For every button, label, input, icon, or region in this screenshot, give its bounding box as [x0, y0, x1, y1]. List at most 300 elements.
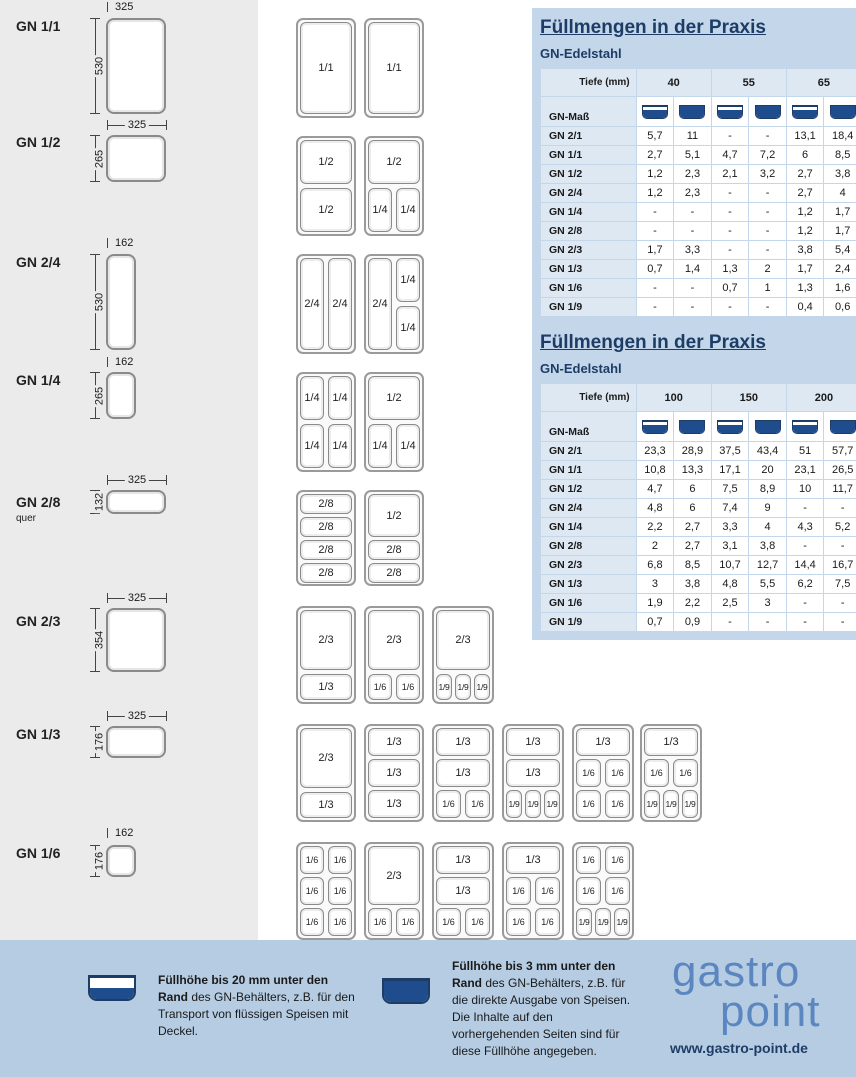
fill-volume-cell: -	[674, 298, 712, 317]
fill-volume-cell: -	[749, 241, 787, 260]
fill-volume-cell: 23,3	[636, 442, 674, 461]
gn-insert: 1/4	[300, 376, 324, 420]
table-row	[541, 222, 856, 241]
fill-volume-cell: 2,7	[786, 165, 824, 184]
gn-label: GN 1/2	[16, 134, 61, 150]
gn-combination	[572, 724, 634, 822]
gn-insert: 1/3	[368, 759, 420, 787]
gn-combination	[502, 842, 564, 940]
gn-pan-outline	[106, 372, 136, 419]
fill-volume-cell: 23,1	[786, 461, 824, 480]
fill-volume-cell: -	[674, 279, 712, 298]
gn-pan-outline	[106, 490, 166, 514]
gn-insert: 2/8	[300, 563, 352, 583]
gn-pan-outline	[106, 254, 136, 350]
gn-size-header: GN-Maß	[541, 412, 637, 442]
gn-insert: 1/3	[368, 728, 420, 756]
gn-combination	[364, 490, 424, 586]
table-subtitle: GN-Edelstahl	[540, 46, 622, 61]
fill-volume-cell: 4,8	[636, 499, 674, 518]
fill-volume-cell: 1,3	[711, 260, 749, 279]
fill-volume-cell: 11	[674, 127, 712, 146]
fill-volume-cell: 2,7	[636, 146, 674, 165]
fill-volume-cell: -	[786, 537, 824, 556]
table-title: Füllmengen in der Praxis	[540, 332, 766, 353]
gn-insert: 2/3	[300, 610, 352, 670]
gn-insert: 1/6	[396, 674, 420, 700]
full-container-icon	[755, 105, 781, 119]
gn-size-cell: GN 1/3	[541, 260, 637, 279]
gn-size-cell: GN 2/1	[541, 442, 637, 461]
fill-volume-cell: 3,3	[674, 241, 712, 260]
table-row	[541, 279, 856, 298]
fill-volume-cell: 57,7	[824, 442, 856, 461]
gn-insert: 1/6	[673, 759, 698, 787]
gn-size-cell: GN 2/4	[541, 499, 637, 518]
fill-volume-cell: 6	[674, 480, 712, 499]
dimension-width: 325	[107, 475, 167, 485]
gn-insert: 1/3	[644, 728, 698, 756]
gn-size-cell: GN 2/1	[541, 127, 637, 146]
gn-insert: 1/3	[506, 728, 560, 756]
table-row	[541, 241, 856, 260]
gn-combination	[432, 842, 494, 940]
fill-volume-cell: 2,3	[674, 165, 712, 184]
gn-size-cell: GN 1/9	[541, 613, 637, 632]
table-row	[541, 480, 856, 499]
fill-volume-cell: 2	[749, 260, 787, 279]
fill-volume-cell: 2,1	[711, 165, 749, 184]
gn-combination	[364, 606, 424, 704]
fill-volume-cell: 7,5	[824, 575, 856, 594]
gn-insert: 1/4	[396, 306, 420, 350]
gn-insert: 1/6	[535, 908, 560, 936]
gn-insert: 1/9	[663, 790, 679, 818]
fill-volume-cell: 0,4	[786, 298, 824, 317]
gn-insert: 2/3	[368, 846, 420, 905]
gn-insert: 1/6	[300, 846, 324, 874]
gn-insert: 1/1	[368, 22, 420, 114]
gn-insert: 1/6	[576, 846, 601, 874]
gn-insert: 1/9	[576, 908, 592, 936]
table-row	[541, 165, 856, 184]
gn-combination	[364, 18, 424, 118]
fill-volume-cell: -	[674, 203, 712, 222]
fill-volume-cell: 10	[786, 480, 824, 499]
gn-combination	[502, 724, 564, 822]
gn-insert: 2/3	[368, 610, 420, 670]
fill-volume-cell: 0,7	[711, 279, 749, 298]
fill-volume-cell: 16,7	[824, 556, 856, 575]
fill-volume-cell: 4,8	[711, 575, 749, 594]
fill-volume-cell: 1,2	[786, 222, 824, 241]
fill-volume-cell: -	[786, 594, 824, 613]
fill-volume-cell: 8,9	[749, 480, 787, 499]
gn-insert: 1/3	[436, 846, 490, 874]
table-row	[541, 442, 856, 461]
gn-insert: 1/9	[544, 790, 560, 818]
gn-insert: 1/6	[368, 674, 392, 700]
fill-table-panel	[532, 8, 856, 326]
gn-size-cell: GN 1/1	[541, 146, 637, 165]
fill-volume-cell: 4	[749, 518, 787, 537]
fill-volume-cell: 14,4	[786, 556, 824, 575]
gn-insert: 1/9	[682, 790, 698, 818]
fill-volume-cell: -	[824, 537, 856, 556]
fill-volume-cell: -	[824, 594, 856, 613]
gn-label: GN 1/4	[16, 372, 61, 388]
full-container-icon	[830, 420, 856, 434]
table-row	[541, 260, 856, 279]
fill-volume-cell: 1,6	[824, 279, 856, 298]
fill-volume-cell: -	[824, 613, 856, 632]
fill-volume-cell: 6	[674, 499, 712, 518]
dimension-height: 176	[90, 845, 100, 877]
dimension-width: 162	[107, 238, 137, 248]
fill-volume-cell: 12,7	[749, 556, 787, 575]
half-filled-container-icon	[642, 420, 668, 434]
fill-volume-cell: -	[711, 184, 749, 203]
fill-volume-cell: -	[636, 279, 674, 298]
dimension-width: 325	[107, 120, 167, 130]
gn-insert: 1/6	[328, 908, 352, 936]
fill-volume-cell: 2,2	[674, 594, 712, 613]
gn-insert: 1/2	[300, 140, 352, 184]
gn-insert: 1/3	[436, 728, 490, 756]
fill-volume-cell: -	[749, 222, 787, 241]
website-link[interactable]: www.gastro-point.de	[670, 1040, 808, 1056]
fill-table-panel	[532, 325, 856, 640]
fill-note-20mm: Füllhöhe bis 20 mm unter den Rand des GN-Behälters, z.B. für den Transport von flüssigen Speisen mit Deckel.	[158, 973, 355, 1038]
fill-volume-cell: 6	[786, 146, 824, 165]
gn-insert: 1/9	[644, 790, 660, 818]
half-filled-container-icon	[717, 105, 743, 119]
full-container-icon	[679, 420, 705, 434]
fill-volume-cell: 37,5	[711, 442, 749, 461]
gn-insert: 1/6	[300, 908, 324, 936]
gn-size-cell: GN 2/4	[541, 184, 637, 203]
fill-volume-cell: 1,2	[636, 184, 674, 203]
fill-volume-cell: 20	[749, 461, 787, 480]
table-row	[541, 146, 856, 165]
gn-combination	[572, 842, 634, 940]
gn-insert: 2/3	[300, 728, 352, 788]
gn-combination	[364, 254, 424, 354]
table-row	[541, 184, 856, 203]
gn-insert: 2/8	[300, 494, 352, 514]
fill-volume-cell: 13,1	[786, 127, 824, 146]
fill-volume-cell: 6,2	[786, 575, 824, 594]
table-row	[541, 518, 856, 537]
fill-volume-cell: 5,7	[636, 127, 674, 146]
full-container-icon	[755, 420, 781, 434]
gn-size-cell: GN 1/4	[541, 518, 637, 537]
fill-volume-cell: 9	[749, 499, 787, 518]
gn-insert: 1/1	[300, 22, 352, 114]
gn-combination	[296, 724, 356, 822]
gn-combination	[432, 606, 494, 704]
fill-volume-cell: 5,5	[749, 575, 787, 594]
fill-volume-cell: 0,6	[824, 298, 856, 317]
gn-insert: 1/9	[595, 908, 611, 936]
gn-insert: 1/4	[300, 424, 324, 468]
fill-volume-cell: 0,7	[636, 260, 674, 279]
gn-size-header: GN-Maß	[541, 97, 637, 127]
fill-volume-cell: -	[749, 298, 787, 317]
fill-volume-cell: 10,8	[636, 461, 674, 480]
gn-pan-outline	[106, 135, 166, 182]
fill-volume-cell: -	[711, 241, 749, 260]
fill-volume-cell: 2,4	[824, 260, 856, 279]
depth-value: 55	[711, 69, 786, 97]
fill-volume-cell: 5,4	[824, 241, 856, 260]
gn-insert: 1/6	[605, 759, 630, 787]
gn-insert: 1/6	[328, 846, 352, 874]
fill-volume-cell: 4,7	[711, 146, 749, 165]
gn-insert: 1/3	[368, 790, 420, 818]
gn-combination	[364, 136, 424, 236]
fill-volume-cell: 7,2	[749, 146, 787, 165]
gn-insert: 1/4	[396, 258, 420, 302]
fill-volume-cell: 1,7	[824, 203, 856, 222]
dimension-width: 325	[107, 711, 167, 721]
fill-volume-cell: 4	[824, 184, 856, 203]
gn-pan-outline	[106, 726, 166, 758]
gn-insert: 2/8	[368, 563, 420, 583]
fill-volume-cell: 5,2	[824, 518, 856, 537]
gn-insert: 1/6	[300, 877, 324, 905]
fill-volume-cell: 7,5	[711, 480, 749, 499]
depth-value: 40	[636, 69, 711, 97]
half-filled-container-icon	[792, 420, 818, 434]
fill-volume-cell: 1,2	[636, 165, 674, 184]
gn-insert: 1/3	[436, 877, 490, 905]
dimension-height: 265	[90, 372, 100, 419]
fill-volume-cell: 18,4	[824, 127, 856, 146]
gn-insert: 1/4	[328, 376, 352, 420]
fill-volume-cell: 1,7	[636, 241, 674, 260]
gn-insert: 1/6	[396, 908, 420, 936]
depth-value: 65	[786, 69, 856, 97]
gn-insert: 1/9	[455, 674, 471, 700]
gn-insert: 2/8	[300, 517, 352, 537]
gn-insert: 1/9	[506, 790, 522, 818]
gn-insert: 1/2	[368, 494, 420, 537]
gn-combination	[640, 724, 702, 822]
fill-volume-cell: -	[749, 203, 787, 222]
fill-volume-cell: 1,7	[824, 222, 856, 241]
fill-volume-cell: -	[786, 499, 824, 518]
dimension-height: 176	[90, 726, 100, 758]
dimension-width: 162	[107, 828, 137, 838]
gn-insert: 1/2	[300, 188, 352, 232]
gn-size-cell: GN 1/6	[541, 594, 637, 613]
gn-size-cell: GN 2/8	[541, 537, 637, 556]
gn-insert: 2/8	[300, 540, 352, 560]
fill-volume-cell: 28,9	[674, 442, 712, 461]
fill-volume-cell: 3	[749, 594, 787, 613]
dimension-height: 354	[90, 608, 100, 672]
gn-size-cell: GN 2/8	[541, 222, 637, 241]
gn-insert: 2/4	[368, 258, 392, 350]
table-row	[541, 461, 856, 480]
gn-insert: 1/6	[436, 790, 461, 818]
fill-volume-cell: 26,5	[824, 461, 856, 480]
fill-volume-cell: -	[711, 613, 749, 632]
half-filled-container-icon	[792, 105, 818, 119]
gn-insert: 1/3	[436, 759, 490, 787]
gn-insert: 1/6	[605, 846, 630, 874]
gn-insert: 1/6	[535, 877, 560, 905]
gn-size-cell: GN 1/2	[541, 165, 637, 184]
fill-volume-cell: 2	[636, 537, 674, 556]
gn-pan-outline	[106, 845, 136, 877]
fill-volume-cell: 0,9	[674, 613, 712, 632]
gn-insert: 1/6	[576, 790, 601, 818]
fill-volume-cell: 43,4	[749, 442, 787, 461]
fill-volume-cell: -	[636, 222, 674, 241]
fill-volume-cell: -	[749, 613, 787, 632]
fill-volume-cell: -	[636, 298, 674, 317]
fill-volume-cell: 7,4	[711, 499, 749, 518]
gn-insert: 1/6	[506, 877, 531, 905]
fill-volume-cell: 2,7	[674, 518, 712, 537]
table-row	[541, 575, 856, 594]
depth-header: Tiefe (mm)	[541, 69, 637, 97]
gn-insert: 1/9	[525, 790, 541, 818]
gn-insert: 2/4	[300, 258, 324, 350]
gn-insert: 1/9	[436, 674, 452, 700]
fill-volume-cell: 1	[749, 279, 787, 298]
gn-label: GN 2/4	[16, 254, 61, 270]
gn-combination	[296, 490, 356, 586]
fill-volume-cell: 1,4	[674, 260, 712, 279]
table-row	[541, 203, 856, 222]
dimension-height: 530	[90, 18, 100, 114]
fill-volume-cell: -	[749, 127, 787, 146]
gn-label: GN 1/6	[16, 845, 61, 861]
gn-combination	[364, 724, 424, 822]
gn-label: GN 2/8	[16, 494, 61, 510]
depth-value: 100	[636, 384, 711, 412]
gn-insert: 1/6	[465, 908, 490, 936]
fill-volume-cell: 11,7	[824, 480, 856, 499]
gn-combination	[296, 136, 356, 236]
gn-insert: 1/3	[300, 674, 352, 700]
fill-volume-cell: -	[786, 613, 824, 632]
fill-volume-cell: 3,3	[711, 518, 749, 537]
gn-pan-outline	[106, 18, 166, 114]
fill-volume-cell: 2,7	[786, 184, 824, 203]
gn-insert: 1/4	[396, 424, 420, 468]
gn-insert: 1/3	[576, 728, 630, 756]
depth-value: 200	[786, 384, 856, 412]
fill-volume-cell: 3,8	[786, 241, 824, 260]
fill-volume-cell: 5,1	[674, 146, 712, 165]
gn-insert: 1/9	[474, 674, 490, 700]
gn-insert: 1/3	[506, 846, 560, 874]
table-title: Füllmengen in der Praxis	[540, 17, 766, 38]
dimension-height: 530	[90, 254, 100, 350]
gn-combination	[432, 724, 494, 822]
gn-insert: 2/3	[436, 610, 490, 670]
fill-volume-cell: -	[711, 203, 749, 222]
gn-combination	[296, 842, 356, 940]
logo-gastro: gastro	[672, 947, 801, 996]
table-row	[541, 127, 856, 146]
table-row	[541, 499, 856, 518]
gn-size-cell: GN 1/1	[541, 461, 637, 480]
gn-insert: 1/2	[368, 140, 420, 184]
fill-volume-cell: 4,7	[636, 480, 674, 499]
fill-volume-cell: -	[711, 298, 749, 317]
gn-pan-outline	[106, 608, 166, 672]
fill-volume-cell: 13,3	[674, 461, 712, 480]
full-container-icon	[679, 105, 705, 119]
dimension-width: 325	[107, 593, 167, 603]
gn-insert: 1/6	[644, 759, 669, 787]
gn-insert: 1/6	[506, 908, 531, 936]
gn-insert: 1/6	[465, 790, 490, 818]
fill-volume-cell: 3,8	[824, 165, 856, 184]
fill-volume-cell: 4,3	[786, 518, 824, 537]
fill-volume-cell: 6,8	[636, 556, 674, 575]
gn-size-cell: GN 1/2	[541, 480, 637, 499]
gn-insert: 1/6	[328, 877, 352, 905]
fill-volume-cell: 2,3	[674, 184, 712, 203]
gn-combination	[296, 254, 356, 354]
table-row	[541, 537, 856, 556]
fill-volume-cell: 2,5	[711, 594, 749, 613]
table-subtitle: GN-Edelstahl	[540, 361, 622, 376]
gn-combination	[296, 18, 356, 118]
gn-insert: 1/6	[368, 908, 392, 936]
table-row	[541, 594, 856, 613]
gn-size-cell: GN 2/3	[541, 241, 637, 260]
gn-insert: 1/3	[506, 759, 560, 787]
fill-volume-cell: 51	[786, 442, 824, 461]
gn-insert: 1/6	[605, 790, 630, 818]
table-row	[541, 298, 856, 317]
fill-volume-cell: 2,7	[674, 537, 712, 556]
fill-volume-cell: 0,7	[636, 613, 674, 632]
gn-label: GN 2/3	[16, 613, 61, 629]
fill-volume-cell: 17,1	[711, 461, 749, 480]
gn-insert: 2/8	[368, 540, 420, 560]
fill-volume-cell: 3	[636, 575, 674, 594]
gn-size-cell: GN 1/6	[541, 279, 637, 298]
fill-volume-cell: 3,2	[749, 165, 787, 184]
half-filled-container-icon	[642, 105, 668, 119]
fill-volume-cell: 3,8	[749, 537, 787, 556]
gn-insert: 1/6	[436, 908, 461, 936]
depth-header: Tiefe (mm)	[541, 384, 637, 412]
table-row	[541, 613, 856, 632]
gn-insert: 1/6	[576, 877, 601, 905]
gn-insert: 1/4	[328, 424, 352, 468]
gn-size-cell: GN 1/9	[541, 298, 637, 317]
gn-label: GN 1/3	[16, 726, 61, 742]
logo-point: point	[720, 987, 821, 1036]
dimension-width: 325	[107, 2, 167, 12]
fill-volume-cell: 10,7	[711, 556, 749, 575]
gn-size-cell: GN 1/3	[541, 575, 637, 594]
dimension-width: 162	[107, 357, 137, 367]
fill-volume-cell: -	[711, 127, 749, 146]
fill-volume-cell: 1,2	[786, 203, 824, 222]
half-filled-container-icon	[717, 420, 743, 434]
fill-volume-cell: -	[824, 499, 856, 518]
